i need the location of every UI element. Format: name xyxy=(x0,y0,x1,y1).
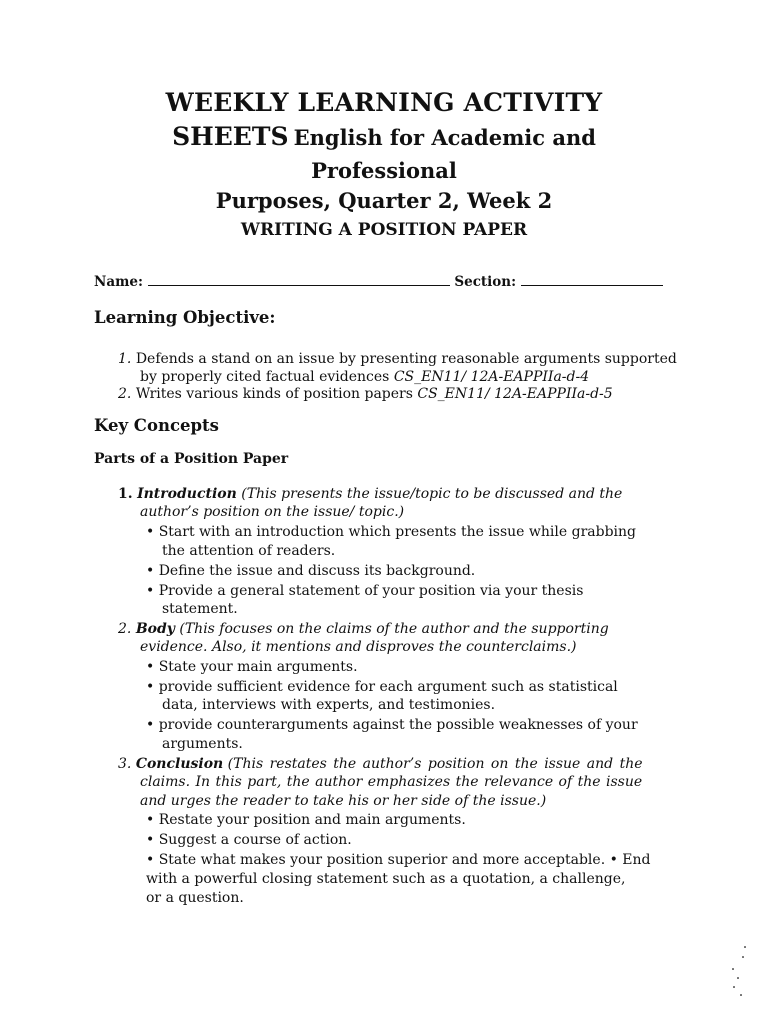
parts-subheading: Parts of a Position Paper xyxy=(94,451,289,467)
part-desc: (This presents the issue/topic to be discussed and the xyxy=(241,486,623,502)
bullet-item: • Start with an introduction which presents the issue while grabbing xyxy=(146,524,636,540)
objective-code: CS_EN11/ 12A-EAPPIIa-d-5 xyxy=(417,386,613,402)
bullet-item: • Define the issue and discuss its background. xyxy=(146,563,476,579)
title-line-2-small: English for Academic and xyxy=(293,125,596,150)
part-introduction xyxy=(118,485,622,503)
scan-speckles xyxy=(728,940,748,1000)
title-line-2 xyxy=(0,120,768,157)
title-line-2-big: SHEETS xyxy=(172,122,289,151)
bullet-item: • Restate your position and main arguments. xyxy=(146,812,466,828)
bullet-item: • Provide a general statement of your position via your thesis xyxy=(146,583,584,599)
part-desc-cont: and urges the reader to take his or her side of the issue.) xyxy=(140,793,547,809)
objective-text: Writes various kinds of position papers xyxy=(135,386,413,402)
title-line-4: Purposes, Quarter 2, Week 2 xyxy=(215,188,553,213)
part-desc: (This focuses on the claims of the author and the supporting xyxy=(179,621,609,637)
objective-num: 1. xyxy=(118,351,132,367)
objective-item-2 xyxy=(118,385,613,403)
title-line-3: Professional xyxy=(311,158,457,183)
part-num: 3. xyxy=(118,756,132,772)
part-desc: (This restates the author’s position on the issue and the xyxy=(227,756,643,772)
learning-objective-heading: Learning Objective: xyxy=(94,308,276,327)
key-concepts-heading: Key Concepts xyxy=(94,416,219,435)
part-num: 1. xyxy=(118,486,133,502)
part-desc-cont: evidence. Also, it mentions and disproves the counterclaims.) xyxy=(140,639,577,655)
bullet-item-cont: arguments. xyxy=(162,736,243,752)
name-field[interactable] xyxy=(148,273,450,286)
objective-text: Defends a stand on an issue by presenting reasonable arguments supported xyxy=(135,351,677,367)
bullet-item: • State your main arguments. xyxy=(146,659,358,675)
objective-item-1 xyxy=(118,350,677,368)
student-info-row xyxy=(94,273,663,290)
title-line-1: WEEKLY LEARNING ACTIVITY xyxy=(165,88,603,117)
part-name: Introduction xyxy=(137,486,237,502)
bullet-item: • Suggest a course of action. xyxy=(146,832,352,848)
bullet-item: • State what makes your position superior and more acceptable. • End xyxy=(146,852,651,868)
bullet-item-cont: the attention of readers. xyxy=(162,543,336,559)
part-body xyxy=(118,620,609,638)
bullet-item: • provide sufficient evidence for each argument such as statistical xyxy=(146,679,618,695)
part-name: Conclusion xyxy=(135,756,224,772)
bullet-item-cont: with a powerful closing statement such as a quotation, a challenge, xyxy=(146,871,626,887)
part-conclusion xyxy=(118,755,643,773)
section-field[interactable] xyxy=(521,273,663,286)
part-desc-cont: author’s position on the issue/ topic.) xyxy=(140,504,405,520)
objective-code: CS_EN11/ 12A-EAPPIIa-d-4 xyxy=(393,369,590,385)
objective-text: by properly cited factual evidences xyxy=(140,369,390,385)
document-title xyxy=(0,86,768,217)
name-label: Name: xyxy=(94,274,143,290)
section-label: Section: xyxy=(454,274,517,290)
bullet-item-cont: or a question. xyxy=(146,890,244,906)
objective-item-1-cont xyxy=(140,368,589,386)
part-name: Body xyxy=(135,621,175,637)
document-subtitle: WRITING A POSITION PAPER xyxy=(240,220,528,240)
bullet-item-cont: statement. xyxy=(162,601,238,617)
objective-num: 2. xyxy=(118,386,132,402)
bullet-item: • provide counterarguments against the possible weaknesses of your xyxy=(146,717,638,733)
bullet-item-cont: data, interviews with experts, and testimonies. xyxy=(162,697,496,713)
part-num: 2. xyxy=(118,621,132,637)
part-desc-cont: claims. In this part, the author emphasizes the relevance of the issue xyxy=(140,774,643,790)
